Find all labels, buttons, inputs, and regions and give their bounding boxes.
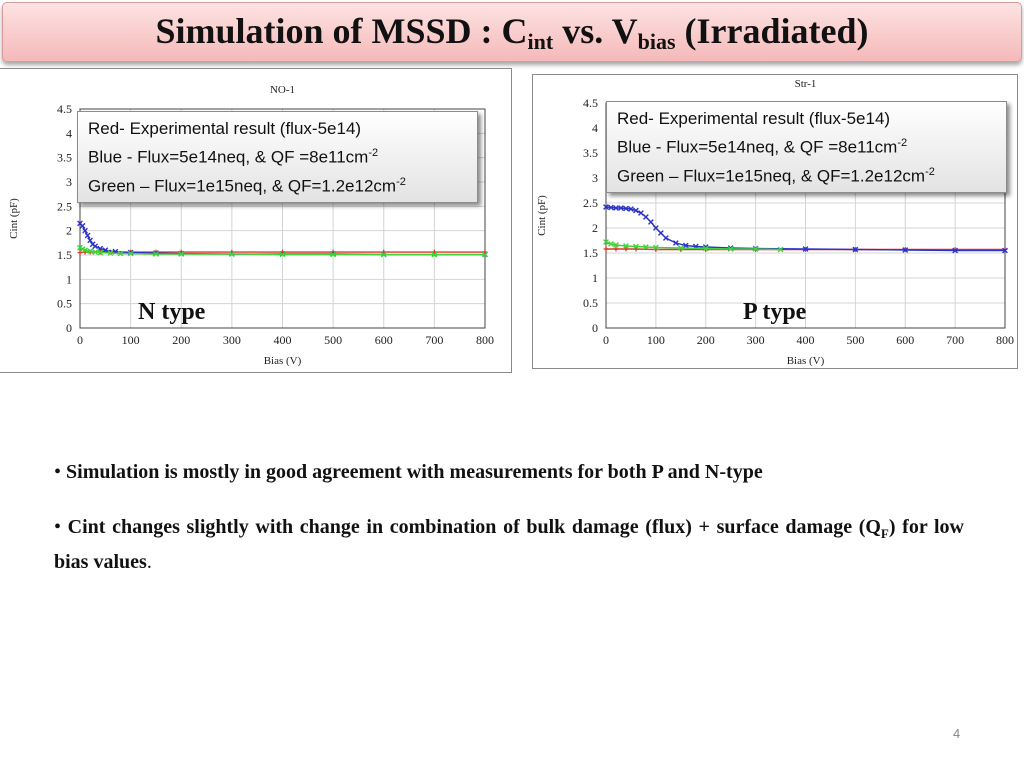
x-tick-label: 0 [603, 333, 609, 347]
data-point [85, 233, 90, 238]
title-bar [2, 2, 1022, 62]
chart-title: Str-1 [794, 78, 817, 90]
data-point [80, 223, 85, 228]
legend-n-type [77, 111, 478, 203]
x-tick-label: 400 [273, 333, 292, 347]
y-tick-label: 1.5 [583, 246, 598, 260]
data-point [648, 220, 653, 225]
x-tick-label: 800 [476, 333, 494, 347]
y-tick-label: 2.5 [57, 199, 72, 214]
x-axis-label: Bias (V) [263, 355, 302, 367]
y-tick-label: 0.5 [583, 296, 598, 310]
x-tick-label: 400 [796, 333, 815, 347]
y-tick-label: 1 [592, 271, 598, 285]
x-tick-label: 300 [222, 333, 241, 347]
y-tick-label: 1 [66, 272, 72, 287]
x-tick-label: 0 [77, 333, 83, 347]
x-tick-label: 500 [324, 333, 343, 347]
x-tick-label: 500 [846, 333, 865, 347]
data-point [93, 244, 98, 249]
y-tick-label: 0 [66, 321, 72, 335]
x-tick-label: 700 [946, 333, 965, 347]
bullet-list [54, 458, 964, 603]
x-tick-label: 100 [646, 333, 665, 347]
x-tick-label: 700 [425, 333, 444, 347]
y-axis-label: Cint (pF) [8, 198, 20, 239]
x-tick-label: 200 [696, 333, 715, 347]
chart-title: NO-1 [269, 84, 296, 96]
legend-red-entry: Red- Experimental result (flux-5e14) [617, 109, 891, 128]
title-text-3: (Irradiated) [675, 10, 869, 51]
bullet-item-2: • Cint changes slightly with change in combination of bulk damage (flux) + surface damage $(Q_F)$ for low bias values. [54, 516, 964, 573]
x-tick-label: 100 [121, 333, 140, 347]
slide-title [156, 10, 869, 55]
y-tick-label: 0 [592, 321, 598, 335]
y-tick-label: 3.5 [57, 150, 72, 165]
legend-blue-entry: Blue - Flux=5e14neq, & QF $=8e11cm^{-2}$ [88, 147, 379, 167]
legend-blue-entry: Blue - Flux=5e14neq, & QF $=8e11cm^{-2}$ [617, 137, 908, 157]
x-tick-label: 800 [996, 333, 1014, 347]
y-tick-label: 0.5 [57, 296, 72, 311]
legend-red-entry: Red- Experimental result (flux-5e14) [88, 119, 362, 138]
x-tick-label: 600 [374, 333, 393, 347]
x-tick-label: 300 [746, 333, 765, 347]
y-tick-label: 4 [592, 121, 598, 135]
y-tick-label: 4 [66, 126, 72, 141]
legend-green-entry: Green – Flux=1e15neq, & $QF=1.2e12cm^{-2}$ [617, 165, 935, 186]
y-tick-label: 4.5 [57, 102, 72, 116]
y-tick-label: 2 [66, 223, 72, 238]
y-tick-label: 2.5 [583, 196, 598, 210]
legend-green-entry: Green – Flux=1e15neq, & $QF=1.2e12cm^{-2}$ [88, 175, 406, 196]
title-text-2: vs. V [553, 10, 638, 51]
data-point [644, 215, 649, 220]
data-point [639, 211, 644, 216]
n-type-label: N type [138, 299, 206, 325]
data-point [658, 231, 663, 236]
x-tick-label: 600 [896, 333, 915, 347]
data-point [604, 247, 609, 252]
legend-p-type [606, 101, 1007, 193]
x-axis-label: Bias (V) [786, 355, 825, 367]
title-sub-bias: bias [637, 28, 676, 54]
title-sub-int: int [527, 28, 554, 54]
page-number: 4 [953, 726, 961, 741]
y-tick-label: 4.5 [583, 96, 598, 110]
p-type-label: P type [743, 299, 807, 325]
y-axis-label: Cint (pF) [536, 195, 548, 236]
y-tick-label: 1.5 [57, 248, 72, 262]
y-tick-label: 3.5 [583, 146, 598, 160]
bullet-item-1: • Simulation is mostly in good agreement with measurements for both P and N-type [54, 461, 763, 483]
y-tick-label: 3 [592, 171, 598, 185]
y-tick-label: 2 [592, 221, 598, 235]
x-tick-label: 200 [172, 333, 191, 347]
title-text: Simulation of MSSD : C [155, 10, 528, 51]
y-tick-label: 3 [66, 175, 72, 189]
data-point [663, 236, 668, 241]
